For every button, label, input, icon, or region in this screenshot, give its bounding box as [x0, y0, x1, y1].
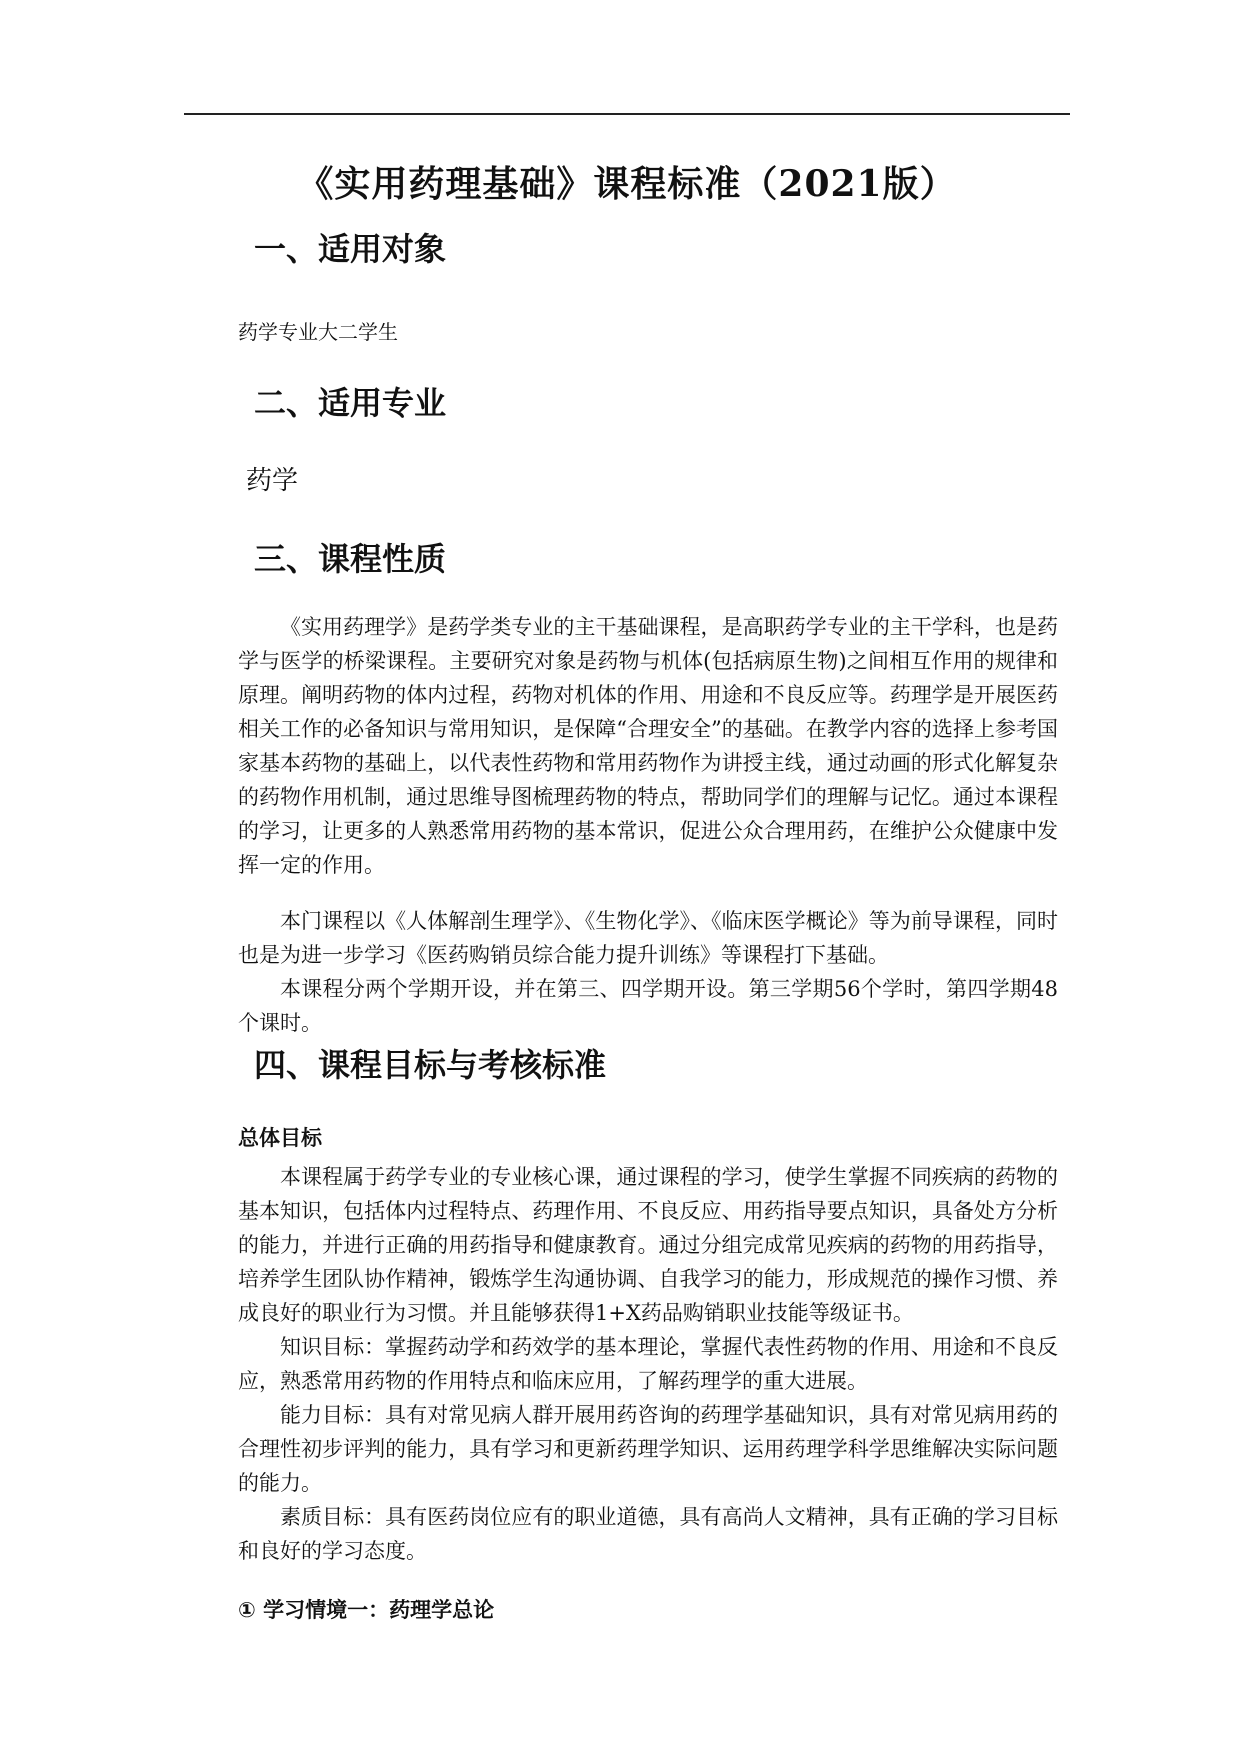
section-heading-course-nature: 三、课程性质: [254, 540, 447, 578]
course-nature-paragraph-1: 《实用药理学》是药学类专业的主干基础课程，是高职药学专业的主干学科，也是药学与医学的桥梁课程。主要研究对象是药物与机体(包括病原生物)之间相互作用的规律和原理。阐明药物的体内过程，药物对机体的作用、用途和不良反应等。药理学是开展医药相关工作的必备知识与常用知识，是保障“合理安全”的基础。在教学内容的选择上参考国家基本药物的基础上，以代表性药物和常用药物作为讲授主线，通过动画的形式化解复杂的药物作用机制，通过思维导图梳理药物的特点，帮助同学们的理解与记忆。通过本课程的学习，让更多的人熟悉常用药物的基本常识，促进公众合理用药，在维护公众健康中发挥一定的作用。: [238, 615, 1058, 877]
section-heading-objectives: 四、课程目标与考核标准: [254, 1046, 607, 1084]
section-heading-applicable-major: 二、适用专业: [254, 384, 447, 422]
course-nature-paragraph-2: 本门课程以《人体解剖生理学》、《生物化学》、《临床医学概论》等为前导课程，同时也是为进一步学习《医药购销员综合能力提升训练》等课程打下基础。: [238, 909, 1058, 967]
overall-objective-subheading: 总体目标: [238, 1126, 322, 1150]
header-rule: [184, 113, 1070, 115]
section-heading-applicable-audience: 一、适用对象: [254, 230, 447, 268]
document-title: 《实用药理基础》课程标准（2021版）: [297, 163, 957, 205]
course-nature-paragraph-3: 本课程分两个学期开设，并在第三、四学期开设。第三学期56个学时，第四学期48个课时。: [238, 977, 1058, 1035]
section-body-major: 药学: [246, 466, 299, 496]
section-body-audience: 药学专业大二学生: [238, 320, 398, 344]
quality-objective-paragraph: 素质目标：具有医药岗位应有的职业道德，具有高尚人文精神，具有正确的学习目标和良好的学习态度。: [238, 1505, 1058, 1563]
ability-objective-paragraph: 能力目标：具有对常见病人群开展用药咨询的药理学基础知识，具有对常见病用药的合理性初步评判的能力，具有学习和更新药理学知识、运用药理学科学思维解决实际问题的能力。: [238, 1403, 1058, 1495]
knowledge-objective-paragraph: 知识目标：掌握药动学和药效学的基本理论，掌握代表性药物的作用、用途和不良反应，熟悉常用药物的作用特点和临床应用，了解药理学的重大进展。: [238, 1335, 1058, 1393]
overall-objective-paragraph: 本课程属于药学专业的专业核心课，通过课程的学习，使学生掌握不同疾病的药物的基本知识，包括体内过程特点、药理作用、不良反应、用药指导要点知识，具备处方分析的能力，并进行正确的用药指导和健康教育。通过分组完成常见疾病的药物的用药指导，培养学生团队协作精神，锻炼学生沟通协调、自我学习的能力，形成规范的操作习惯、养成良好的职业行为习惯。并且能够获得1+X药品购销职业技能等级证书。: [238, 1165, 1058, 1325]
learning-situation-1: ① 学习情境一：药理学总论: [238, 1598, 495, 1622]
